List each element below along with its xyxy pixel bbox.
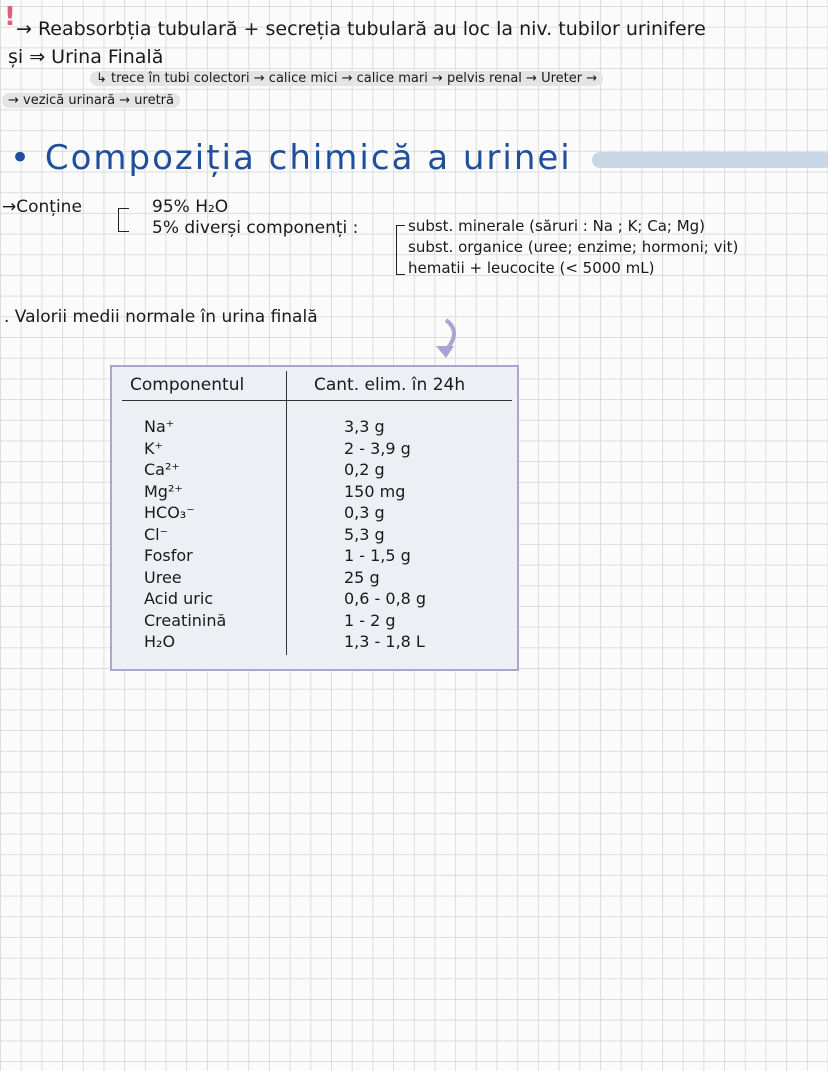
table-cell-quantity: 1 - 1,5 g — [344, 546, 411, 565]
contine-sub: subst. organice (uree; enzime; hormoni; vit) — [408, 238, 739, 256]
table-cell-component: K⁺ — [144, 438, 163, 458]
intro-line-1: → Reabsorbția tubulară + secreția tubulară au loc la niv. tubilor urinifere — [16, 18, 706, 40]
table-cell-component: Acid uric — [144, 589, 214, 608]
contine-label: →Conține — [2, 197, 82, 217]
table-cell-component: Cl⁻ — [144, 524, 169, 544]
table-cell-quantity: 0,3 g — [344, 503, 385, 522]
exclamation-icon: ! — [4, 2, 16, 32]
table-cell-component: Ca²⁺ — [144, 460, 180, 479]
header-divider — [122, 400, 512, 401]
contine-item: 5% diverși componenți : — [152, 218, 359, 238]
values-heading: . Valorii medii normale în urina finală — [4, 307, 318, 327]
section-title: • Compoziția chimică a urinei — [10, 138, 572, 178]
table-cell-quantity: 1,3 - 1,8 L — [344, 632, 425, 651]
intro-line-3: ↳ trece în tubi colectori → calice mici → calice mari → pelvis renal → Ureter → — [90, 71, 603, 86]
table-cell-quantity: 0,6 - 0,8 g — [344, 589, 427, 608]
table-cell-quantity: 25 g — [344, 567, 380, 587]
title-highlight-bar — [592, 152, 828, 168]
table-cell-component: Na⁺ — [144, 417, 175, 436]
curved-arrow-icon — [432, 318, 462, 360]
intro-line-2: și ⇒ Urina Finală — [8, 46, 164, 68]
components-table — [110, 365, 519, 671]
table-cell-component: Mg²⁺ — [144, 481, 183, 501]
table-cell-quantity: 150 mg — [344, 481, 406, 501]
column-divider — [286, 371, 287, 655]
table-cell-component: Fosfor — [144, 546, 193, 565]
table-cell-quantity: 3,3 g — [344, 417, 385, 436]
header-quantity: Cant. elim. în 24h — [314, 375, 466, 395]
table-cell-quantity: 2 - 3,9 g — [344, 438, 411, 458]
contine-sub: subst. minerale (săruri : Na ; K; Ca; Mg) — [408, 217, 706, 235]
contine-item: 95% H₂O — [152, 197, 229, 217]
table-cell-component: Creatinină — [144, 610, 227, 630]
table-cell-quantity: 1 - 2 g — [344, 610, 396, 630]
bracket — [118, 208, 129, 232]
table-cell-component: H₂O — [144, 632, 176, 651]
table-cell-quantity: 5,3 g — [344, 524, 385, 544]
table-cell-component: Uree — [144, 567, 182, 587]
table-cell-component: HCO₃⁻ — [144, 503, 195, 522]
contine-sub: hematii + leucocite (< 5000 mL) — [408, 259, 655, 277]
bracket — [396, 225, 405, 275]
table-cell-quantity: 0,2 g — [344, 460, 385, 479]
header-component: Componentul — [130, 375, 245, 395]
intro-line-4: → vezică urinară → uretră — [2, 93, 180, 108]
